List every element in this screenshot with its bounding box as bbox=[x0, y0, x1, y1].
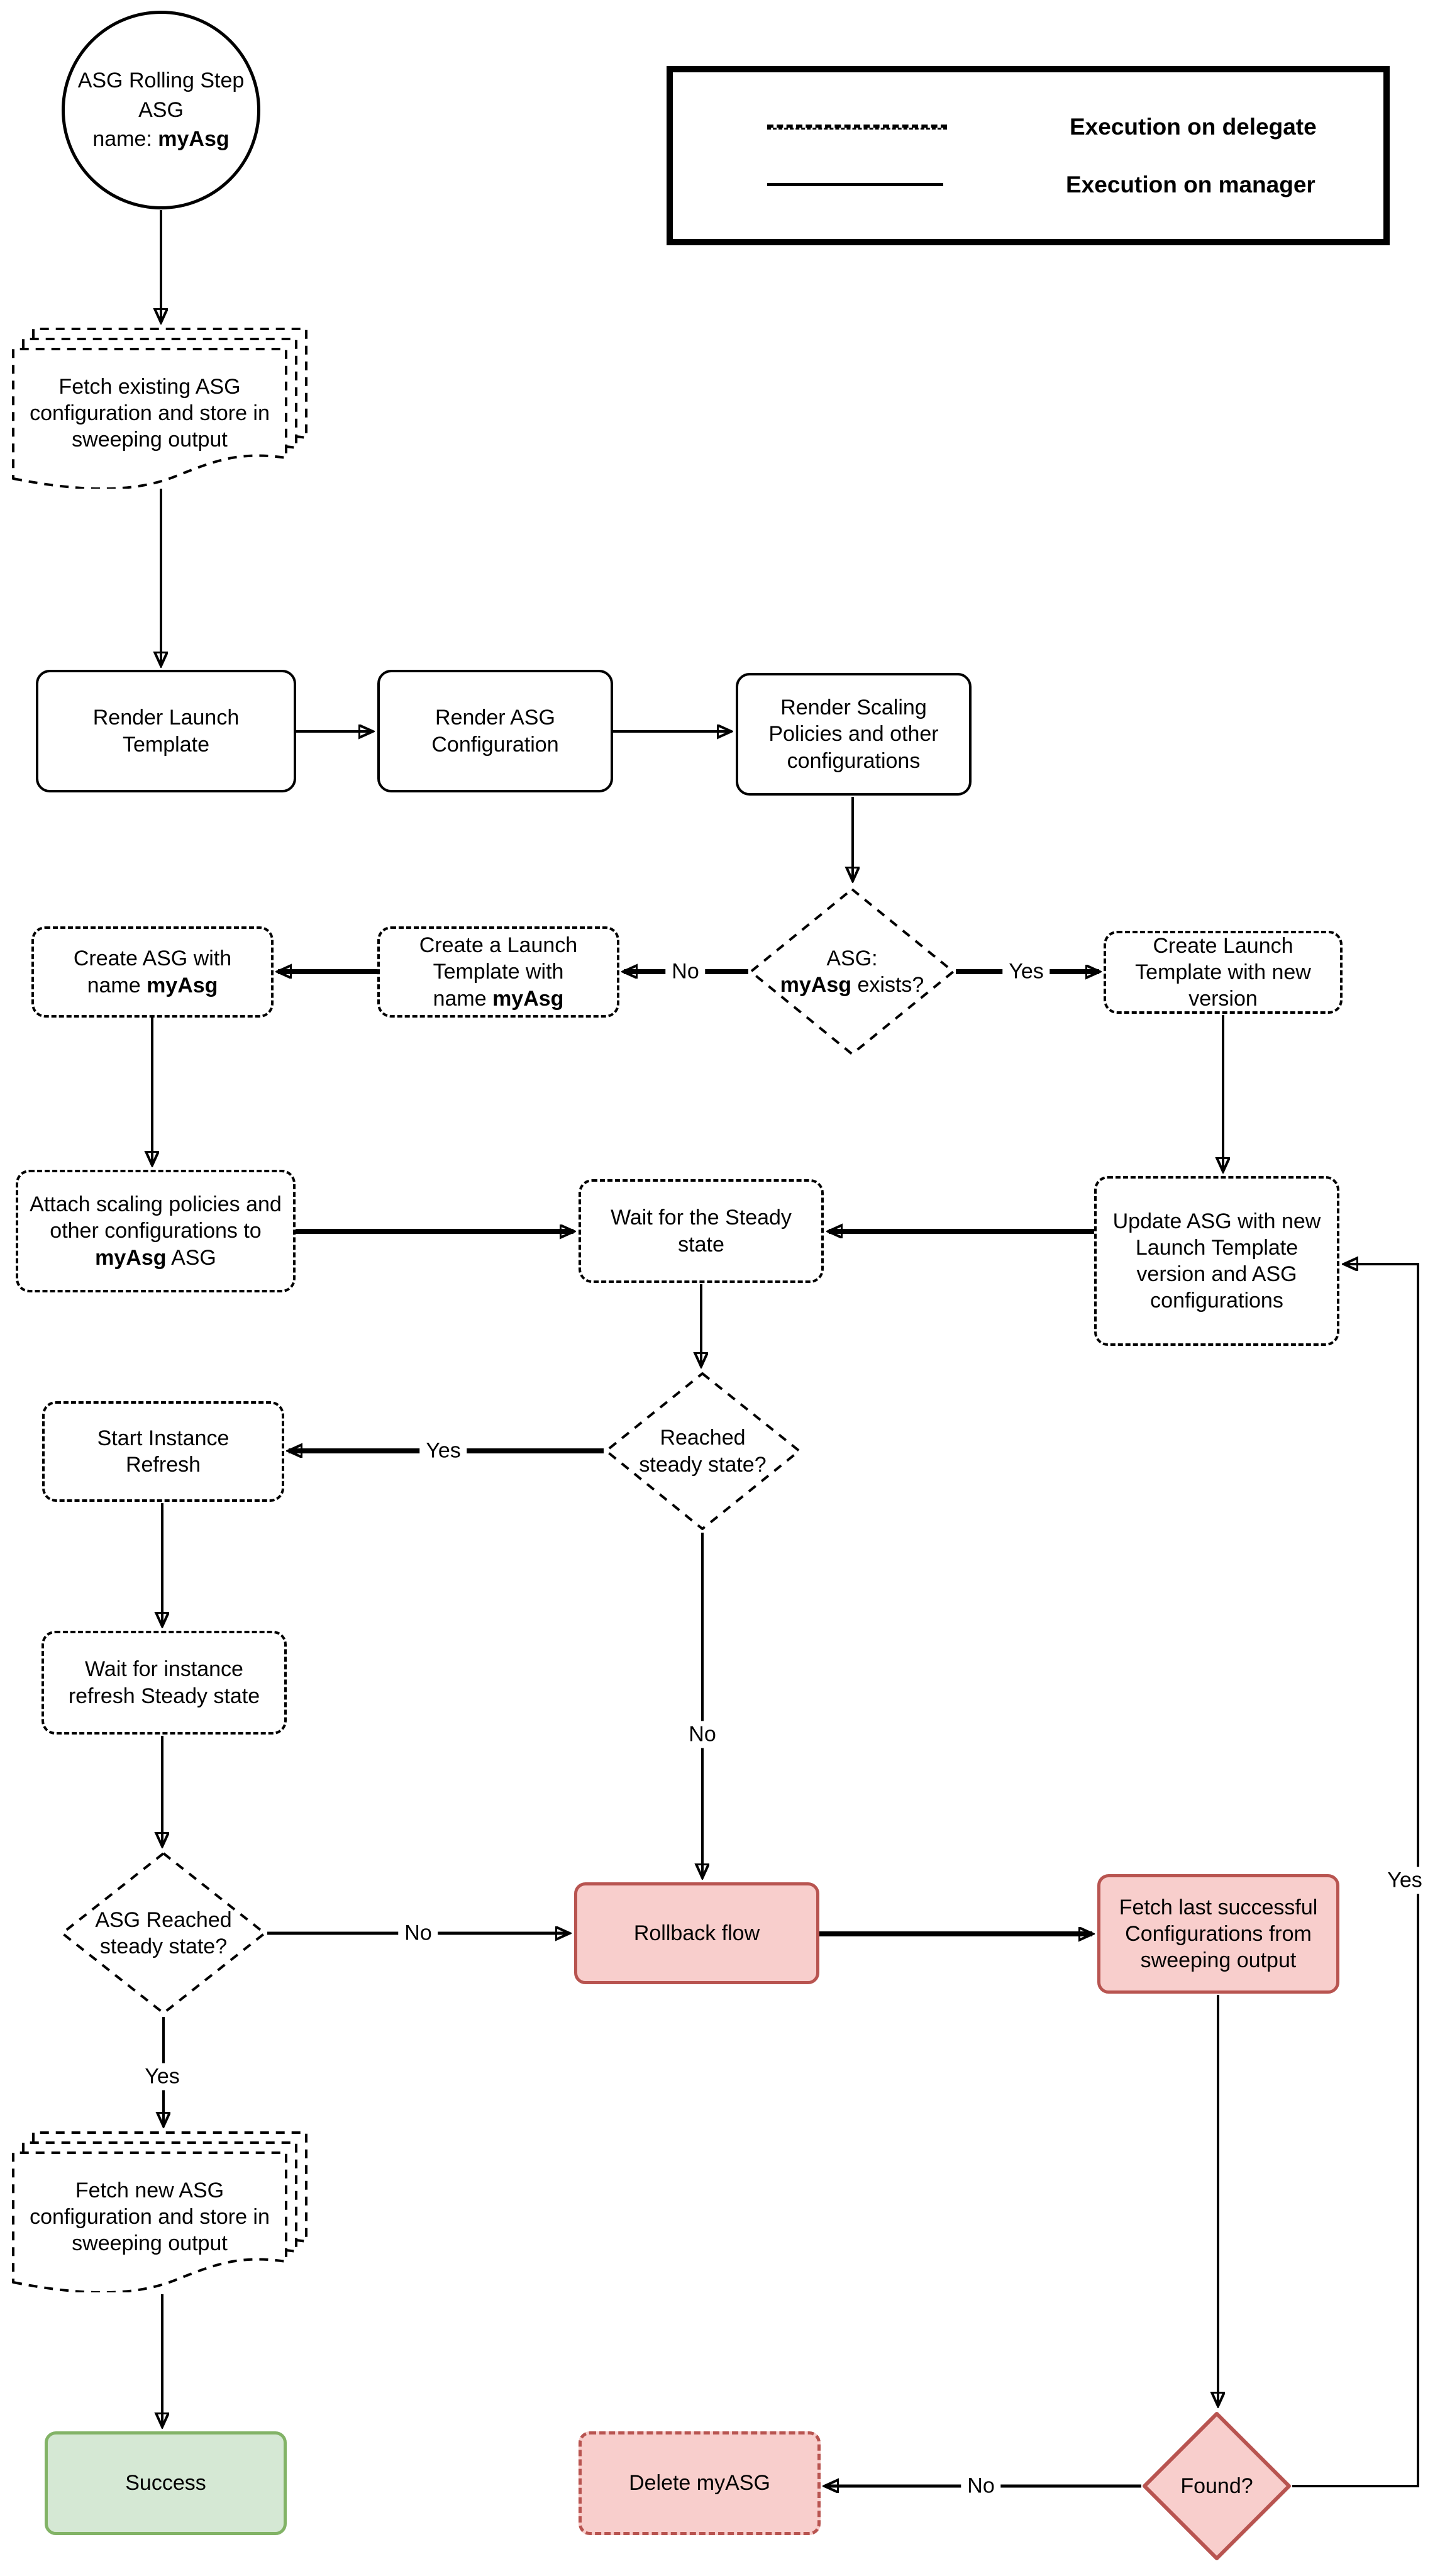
node-fetch-existing-config bbox=[11, 327, 308, 489]
edge-label-exists-yes: Yes bbox=[1002, 958, 1050, 985]
edge-label-found-no: No bbox=[961, 2473, 1000, 2500]
edge-label-reached-yes: Yes bbox=[419, 1438, 467, 1465]
start-node: ASG Rolling Step ASG name: myAsg bbox=[62, 11, 260, 209]
node-success: Success bbox=[45, 2431, 287, 2535]
legend-label-delegate: Execution on delegate bbox=[1070, 113, 1317, 140]
decision-found: Found? bbox=[1141, 2411, 1292, 2562]
node-wait-steady-state: Wait for the Steady state bbox=[579, 1179, 824, 1283]
node-wait-instance-refresh: Wait for instance refresh Steady state bbox=[42, 1631, 287, 1735]
node-create-asg-named: Create ASG with name myAsg bbox=[31, 926, 274, 1018]
edge-label-found-yes: Yes bbox=[1381, 1867, 1428, 1894]
node-update-asg: Update ASG with new Launch Template version and ASG configurations bbox=[1094, 1176, 1339, 1346]
edge-label-asg-reached-no: No bbox=[398, 1920, 438, 1947]
node-fetch-new-asg-config bbox=[11, 2131, 308, 2292]
legend bbox=[667, 66, 1390, 245]
node-fetch-new-asg-config-label: Fetch new ASG configuration and store in sweeping output bbox=[30, 2178, 270, 2256]
edge-label-reached-no: No bbox=[682, 1721, 722, 1748]
legend-item-manager bbox=[767, 172, 1383, 198]
node-fetch-last-successful-config: Fetch last successful Configurations from sweeping output bbox=[1097, 1874, 1339, 1994]
node-render-launch-template: Render Launch Template bbox=[36, 670, 296, 792]
node-fetch-existing-config-label: Fetch existing ASG configuration and store in sweeping output bbox=[30, 374, 270, 452]
node-create-launch-template-new-version: Create Launch Template with new version bbox=[1104, 931, 1343, 1014]
node-rollback-flow: Rollback flow bbox=[574, 1882, 819, 1984]
dashed-line-sample bbox=[767, 125, 947, 130]
legend-label-manager: Execution on manager bbox=[1066, 171, 1315, 197]
node-render-asg-configuration: Render ASG Configuration bbox=[377, 670, 613, 792]
node-delete-myasg: Delete myASG bbox=[579, 2431, 821, 2535]
legend-item-delegate bbox=[767, 114, 1383, 140]
start-node-label: ASG Rolling Step bbox=[77, 68, 245, 92]
edge-label-asg-reached-yes: Yes bbox=[138, 2063, 186, 2090]
node-start-instance-refresh: Start Instance Refresh bbox=[42, 1401, 284, 1502]
node-create-launch-template-named: Create a Launch Template with name myAsg bbox=[377, 926, 619, 1018]
solid-line-sample bbox=[767, 183, 943, 186]
node-attach-scaling-policies: Attach scaling policies and other configurations to myAsg ASG bbox=[16, 1170, 296, 1292]
decision-asg-reached-steady-state: ASG Reached steady state? bbox=[60, 1851, 267, 2016]
edge-label-exists-no: No bbox=[665, 958, 705, 985]
node-render-scaling-policies: Render Scaling Policies and other configurations bbox=[736, 673, 972, 796]
decision-reached-steady-state: Reached steady state? bbox=[604, 1371, 802, 1531]
decision-asg-exists: ASG: myAsg exists? bbox=[748, 887, 956, 1057]
